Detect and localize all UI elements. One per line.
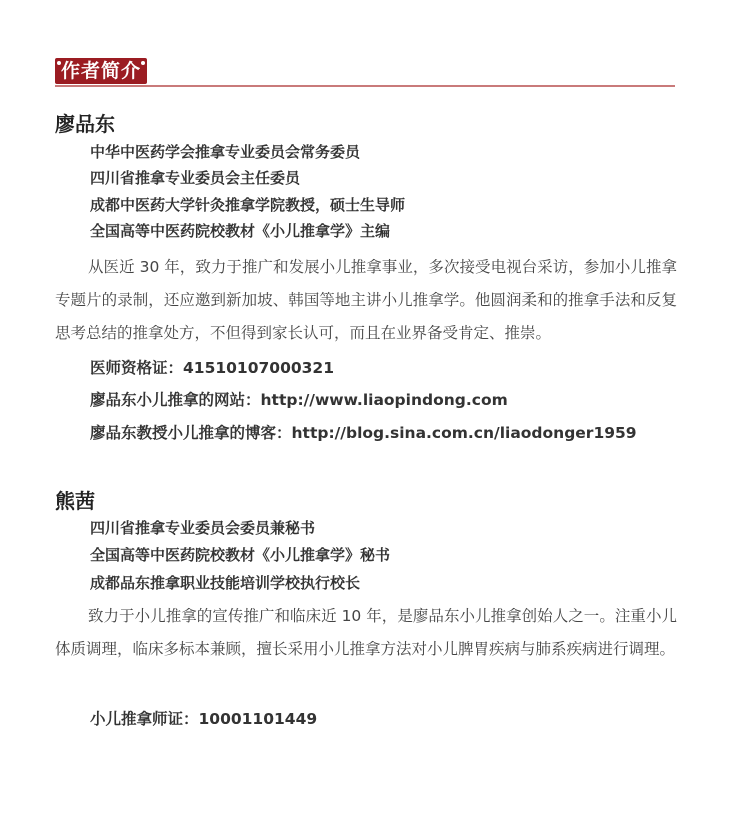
- author-bio: 从医近 30 年，致力于推广和发展小儿推拿事业，多次接受电视台采访，参加小儿推拿专题片的录制，还应邀到新加坡、韩国等地主讲小儿推拿学。他圆润柔和的推拿手法和反复思考总结的推拿处方，不但得到家长认可，而且在业界备受肯定、推崇。: [55, 258, 677, 342]
- author-title: 中华中医药学会推拿专业委员会常务委员: [90, 143, 361, 161]
- author-name: 熊茜: [55, 489, 95, 513]
- website-link[interactable]: 廖品东小儿推拿的网站：http://www.liaopindong.com: [90, 391, 508, 409]
- author-info: 小儿推拿师证：10001101449: [90, 710, 318, 728]
- author-name: 廖品东: [55, 112, 115, 136]
- author-title: 四川省推拿专业委员会委员兼秘书: [90, 519, 316, 537]
- author-title: 全国高等中医药院校教材《小儿推拿学》秘书: [90, 546, 391, 564]
- blog-link[interactable]: 廖品东教授小儿推拿的博客：http://blog.sina.com.cn/liaodonger1959: [90, 424, 637, 442]
- divider: [55, 85, 675, 87]
- section-header: [55, 58, 675, 86]
- author-title: 四川省推拿专业委员会主任委员: [90, 169, 301, 187]
- author-bio: 致力于小儿推拿的宣传推广和临床近 10 年，是廖品东小儿推拿创始人之一。注重小儿体质调理，临床多标本兼顾，擅长采用小儿推拿方法对小儿脾胃疾病与肺系疾病进行调理。: [55, 607, 677, 658]
- section-title-badge: 作者简介: [55, 58, 147, 84]
- author-title: 成都中医药大学针灸推拿学院教授，硕士生导师: [90, 196, 406, 214]
- author-title: 成都品东推拿职业技能培训学校执行校长: [90, 574, 361, 592]
- author-title: 全国高等中医药院校教材《小儿推拿学》主编: [90, 222, 391, 240]
- author-info: 医师资格证：41510107000321: [90, 359, 334, 377]
